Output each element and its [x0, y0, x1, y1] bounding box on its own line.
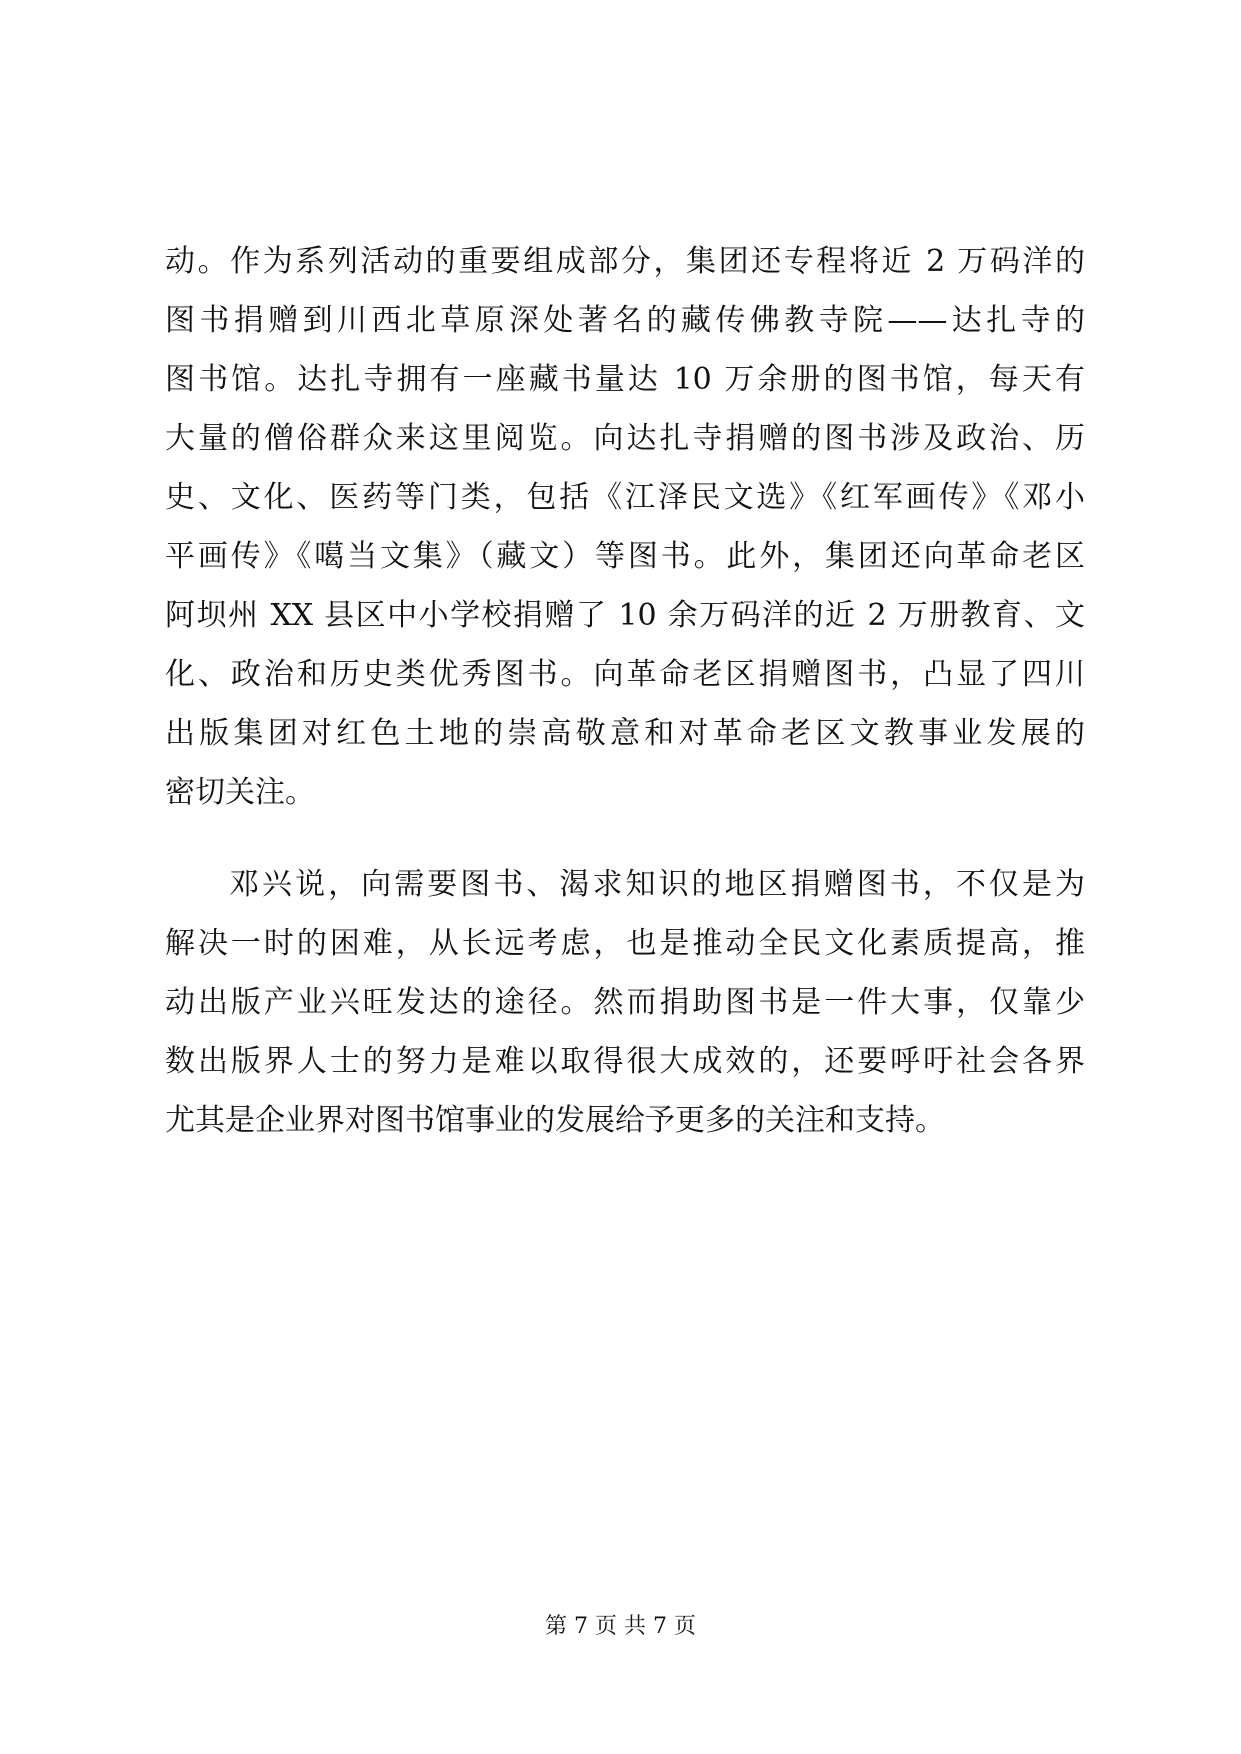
text-line: 尤其是企业界对图书馆事业的发展给予更多的关注和支持。	[165, 1103, 945, 1138]
text-line: 解决一时的困难，从长远考虑，也是推动全民文化素质提高，推	[165, 926, 1085, 961]
text-line: 图书馆。达扎寺拥有一座藏书量达 10 万余册的图书馆，每天有	[165, 362, 1085, 397]
text-line: 数出版界人士的努力是难以取得很大成效的，还要呼吁社会各界	[165, 1044, 1085, 1079]
text-line: 大量的僧俗群众来这里阅览。向达扎寺捐赠的图书涉及政治、历	[165, 421, 1085, 456]
text-line: 平画传》《噶当文集》（藏文）等图书。此外，集团还向革命老区	[165, 539, 1085, 574]
text-line: 动。作为系列活动的重要组成部分，集团还专程将近 2 万码洋的	[165, 244, 1085, 279]
text-line: 动出版产业兴旺发达的途径。然而捐助图书是一件大事，仅靠少	[165, 985, 1085, 1020]
text-line: 图书捐赠到川西北草原深处著名的藏传佛教寺院——达扎寺的	[165, 303, 1085, 338]
paragraph-2	[165, 855, 1085, 1150]
document-body	[165, 232, 1085, 1150]
text-line: 出版集团对红色土地的崇高敬意和对革命老区文教事业发展的	[165, 716, 1085, 751]
text-line: 史、文化、医药等门类，包括《江泽民文选》《红军画传》《邓小	[165, 480, 1085, 515]
text-line: 密切关注。	[165, 775, 315, 810]
text-line: 化、政治和历史类优秀图书。向革命老区捐赠图书，凸显了四川	[165, 657, 1085, 692]
paragraph-spacer	[165, 822, 1085, 855]
page-number: 第 7 页 共 7 页	[545, 1614, 696, 1639]
page-footer	[0, 1612, 1241, 1642]
paragraph-1	[165, 232, 1085, 822]
text-line: 邓兴说，向需要图书、渴求知识的地区捐赠图书，不仅是为	[229, 867, 1085, 902]
text-line: 阿坝州 XX 县区中小学校捐赠了 10 余万码洋的近 2 万册教育、文	[165, 598, 1085, 633]
